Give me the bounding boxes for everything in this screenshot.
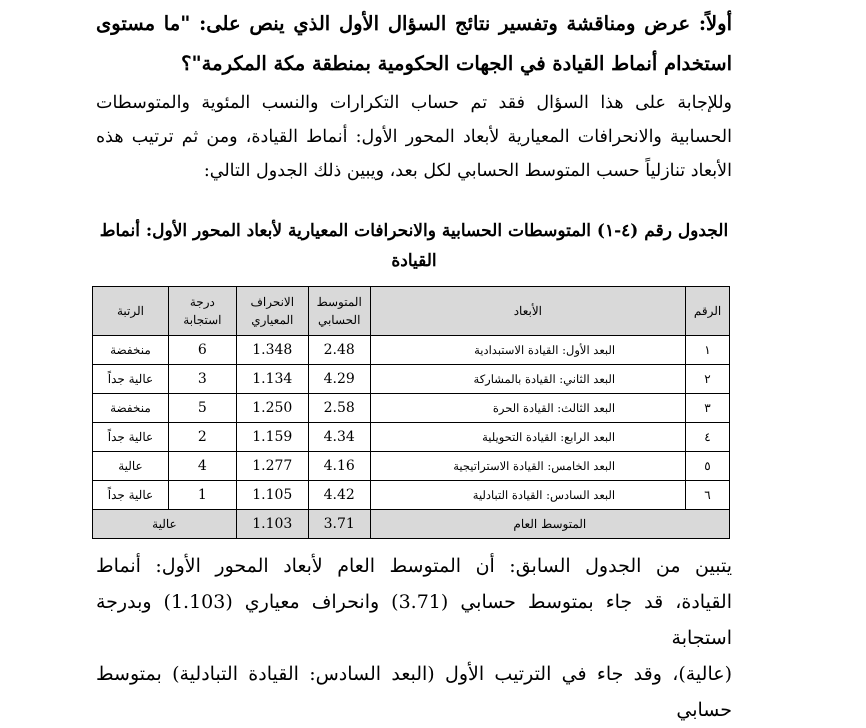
- header-dimension: الأبعاد: [370, 287, 685, 336]
- header-degree: درجة استجابة: [168, 287, 236, 336]
- total-rank: عالية: [93, 510, 237, 539]
- cell-degree: 6: [168, 336, 236, 365]
- header-num: الرقم: [686, 287, 730, 336]
- cell-dimension: البعد الخامس: القيادة الاستراتيجية: [370, 452, 685, 481]
- cell-num: ٢: [686, 365, 730, 394]
- cell-rank: منخفضة: [93, 394, 169, 423]
- cell-dimension: البعد الثالث: القيادة الحرة: [370, 394, 685, 423]
- cell-dimension: البعد الثاني: القيادة بالمشاركة: [370, 365, 685, 394]
- intro-line-3: الأبعاد تنازلياً حسب المتوسط الحسابي لكل بعد، ويبين ذلك الجدول التالي:: [203, 161, 732, 181]
- cell-sd: 1.105: [236, 481, 308, 510]
- table-caption: [96, 216, 732, 276]
- cell-sd: 1.159: [236, 423, 308, 452]
- intro-paragraph: [96, 86, 732, 188]
- header-rank: الرتبة: [93, 287, 169, 336]
- cell-rank: عالية جداً: [93, 481, 169, 510]
- caption-line-2: القيادة: [391, 251, 437, 271]
- intro-line-2: الحسابية والانحرافات المعيارية لأبعاد المحور الأول: أنماط القيادة، ومن ثم ترتيب هذه: [96, 127, 732, 147]
- total-mean: 3.71: [308, 510, 370, 539]
- cell-dimension: البعد السادس: القيادة التبادلية: [370, 481, 685, 510]
- cell-num: ٥: [686, 452, 730, 481]
- table-row: [93, 336, 730, 365]
- cell-degree: 4: [168, 452, 236, 481]
- table-row: [93, 481, 730, 510]
- cell-rank: منخفضة: [93, 336, 169, 365]
- table-header-row: [93, 287, 730, 336]
- cell-sd: 1.134: [236, 365, 308, 394]
- cell-num: ٦: [686, 481, 730, 510]
- cell-mean: 4.16: [308, 452, 370, 481]
- total-sd: 1.103: [236, 510, 308, 539]
- heading-line-1: أولاً: عرض ومناقشة وتفسير نتائج السؤال الأول الذي ينص على: "ما مستوى: [96, 12, 732, 35]
- heading-line-2: استخدام أنماط القيادة في الجهات الحكومية بمنطقة مكة المكرمة"؟: [181, 52, 732, 75]
- total-label: المتوسط العام: [370, 510, 729, 539]
- cell-dimension: البعد الأول: القيادة الاستبدادية: [370, 336, 685, 365]
- table-row: [93, 452, 730, 481]
- cell-num: ٤: [686, 423, 730, 452]
- cell-mean: 4.29: [308, 365, 370, 394]
- cell-degree: 2: [168, 423, 236, 452]
- cell-dimension: البعد الرابع: القيادة التحويلية: [370, 423, 685, 452]
- closing-paragraph: [96, 548, 732, 728]
- cell-rank: عالية: [93, 452, 169, 481]
- cell-sd: 1.250: [236, 394, 308, 423]
- caption-line-1: الجدول رقم (٤-١) المتوسطات الحسابية والانحرافات المعيارية لأبعاد المحور الأول: أنماط: [99, 221, 729, 241]
- leadership-styles-table: [92, 286, 730, 539]
- cell-mean: 4.34: [308, 423, 370, 452]
- table-row: [93, 394, 730, 423]
- table-row: [93, 365, 730, 394]
- cell-num: ١: [686, 336, 730, 365]
- cell-rank: عالية جداً: [93, 423, 169, 452]
- cell-rank: عالية جداً: [93, 365, 169, 394]
- section-heading: [96, 4, 732, 84]
- cell-mean: 4.42: [308, 481, 370, 510]
- cell-degree: 1: [168, 481, 236, 510]
- cell-sd: 1.348: [236, 336, 308, 365]
- cell-mean: 2.58: [308, 394, 370, 423]
- closing-line-2: القيادة، قد جاء بمتوسط حسابي (3.71) وانحراف معياري (1.103) وبدرجة استجابة: [96, 591, 732, 649]
- cell-degree: 5: [168, 394, 236, 423]
- header-mean: المتوسط الحسابي: [308, 287, 370, 336]
- cell-mean: 2.48: [308, 336, 370, 365]
- table-total-row: [93, 510, 730, 539]
- closing-line-3: (عالية)، وقد جاء في الترتيب الأول (البعد السادس: القيادة التبادلية) بمتوسط حسابي: [96, 663, 732, 721]
- table-row: [93, 423, 730, 452]
- intro-line-1: وللإجابة على هذا السؤال فقد تم حساب التكرارات والنسب المئوية والمتوسطات: [96, 93, 732, 113]
- cell-num: ٣: [686, 394, 730, 423]
- cell-degree: 3: [168, 365, 236, 394]
- header-sd: الانحراف المعياري: [236, 287, 308, 336]
- closing-line-1: يتبين من الجدول السابق: أن المتوسط العام لأبعاد المحور الأول: أنماط: [96, 555, 732, 577]
- cell-sd: 1.277: [236, 452, 308, 481]
